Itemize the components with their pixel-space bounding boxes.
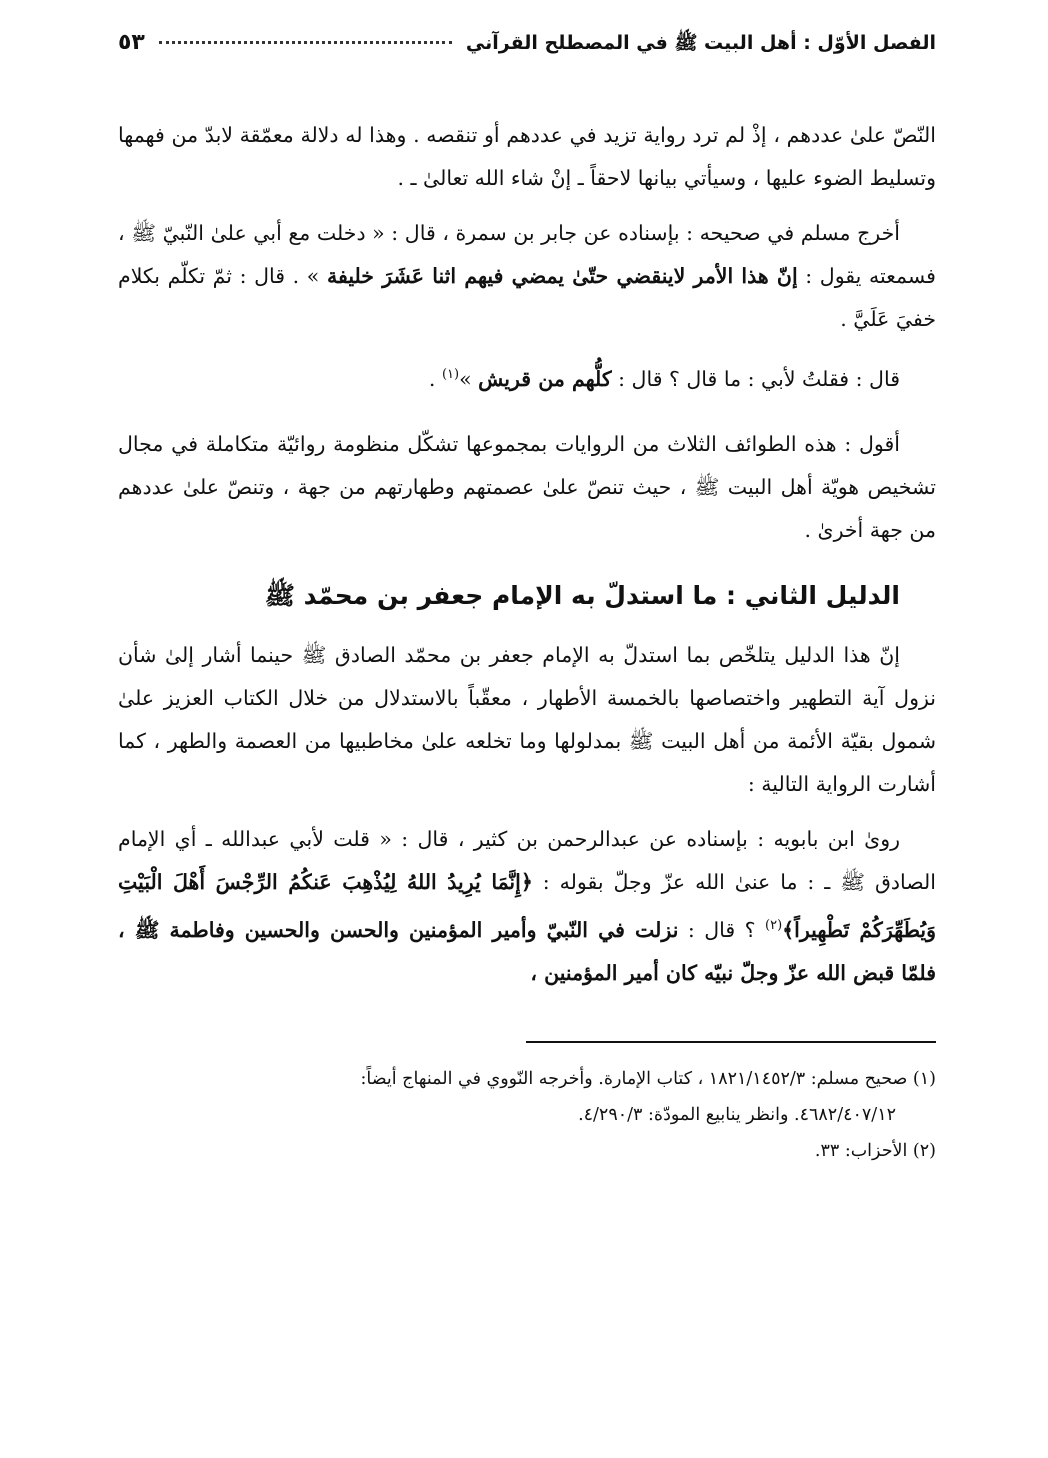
- section-heading: الدليل الثاني : ما استدلّ به الإمام جعفر بن محمّد ﷺ: [264, 580, 900, 610]
- hadith-quote-3: نزلت في النّبيّ وأمير المؤمنين والحسن والحسين وفاطمة ﷺ ، فلمّا قبض الله عزّ وجلّ نبيّه كان أمير المؤمنين ،: [118, 917, 936, 985]
- paragraph-5: إنّ هذا الدليل يتلخّص بما استدلّ به الإمام جعفر بن محمّد الصادق ﷺ حينما أشار إلىٰ شأن نزول آية التطهير واختصاصها بالخمسة الأطهار ، معقّباً بالاستدلال من خلال الكتاب العزيز علىٰ شمول بقيّة الأئمة من أهل البيت ﷺ بمدلولها وما تخلعه علىٰ مخاطبيها من العصمة والطهر ، كما أشارت الرواية التالية :: [118, 642, 936, 796]
- paragraph-3-end: .: [428, 366, 442, 391]
- paragraph-3: [118, 353, 936, 401]
- paragraph-2-end: » . قال : ثمّ تكلّم بكلام خفيَ عَلَيَّ .: [118, 264, 936, 331]
- hadith-quote: إنّ هذا الأمر لاينقضي حتّىٰ يمضي فيهم اثنا عَشَرَ خليفة: [326, 264, 798, 288]
- paragraph-4: أقول : هذه الطوائف الثلاث من الروايات بمجموعها تشكّل منظومة روائيّة متكاملة في مجال تشخيص هويّة أهل البيت ﷺ ، حيث تنصّ علىٰ عصمتهم وطهارتهم من جهة ، وتنصّ علىٰ عددهم من جهة أخرىٰ .: [118, 431, 936, 542]
- footnote-1: (١) صحيح مسلم: ١٨٢١/١٤٥٢/٣ ، كتاب الإمارة. وأخرجه النّووي في المنهاج أيضاً:: [360, 1068, 936, 1089]
- page-number: ٥٣: [118, 30, 145, 55]
- footnote-ref-2[interactable]: (٢): [765, 917, 783, 933]
- footnote-ref-1[interactable]: (١): [441, 367, 460, 382]
- quran-verse: ﴿إِنَّمَا يُرِيدُ اللهُ لِيُذْهِبَ عَنكُمُ الرِّجْسَ أَهْلَ الْبَيْتِ وَيُطَهِّرَكُمْ تَطْهِيراً﴾: [118, 869, 936, 942]
- chapter-title: الفصل الأوّل : أهل البيت ﷺ في المصطلح القرآني: [465, 32, 936, 54]
- footnote-1-continued: ٤٦٨٢/٤٠٧/١٢. وانظر ينابيع المودّة: ٤/٢٩٠/٣.: [578, 1104, 896, 1125]
- footnotes: [118, 1061, 936, 1169]
- footnote-2: (٢) الأحزاب: ٣٣.: [814, 1140, 936, 1161]
- paragraph-2: [118, 212, 936, 341]
- running-header: [118, 30, 936, 74]
- hadith-quote-2: كلُّهم من قريش: [478, 366, 612, 391]
- paragraph-3-quote-close: »: [459, 366, 479, 391]
- paragraph-2-text: أخرج مسلم في صحيحه : بإسناده عن جابر بن سمرة ، قال : « دخلت مع أبي علىٰ النّبيّ ﷺ ، فسمعته يقول :: [118, 221, 936, 288]
- dotted-leader: [159, 41, 452, 44]
- paragraph-6: [118, 818, 936, 995]
- paragraph-3-text: قال : فقلتُ لأبي : ما قال ؟ قال :: [611, 366, 900, 391]
- paragraph-6-mid: ؟ قال :: [678, 917, 766, 942]
- book-page: [118, 30, 936, 1169]
- footnote-divider: [526, 1041, 936, 1043]
- paragraph-1: النّصّ علىٰ عددهم ، إذْ لم ترد رواية تزيد في عددهم أو تنقصه . وهذا له دلالة معمّقة لابدّ من فهمها وتسليط الضوء عليها ، وسيأتي بيانها لاحقاً ـ إنْ شاء الله تعالىٰ ـ .: [118, 123, 936, 190]
- paragraph-6-text: روىٰ ابن بابويه : بإسناده عن عبدالرحمن بن كثير ، قال : « قلت لأبي عبدالله ـ أي الإمام الصادق ﷺ ـ : ما عنىٰ الله عزّ وجلّ بقوله :: [118, 826, 936, 894]
